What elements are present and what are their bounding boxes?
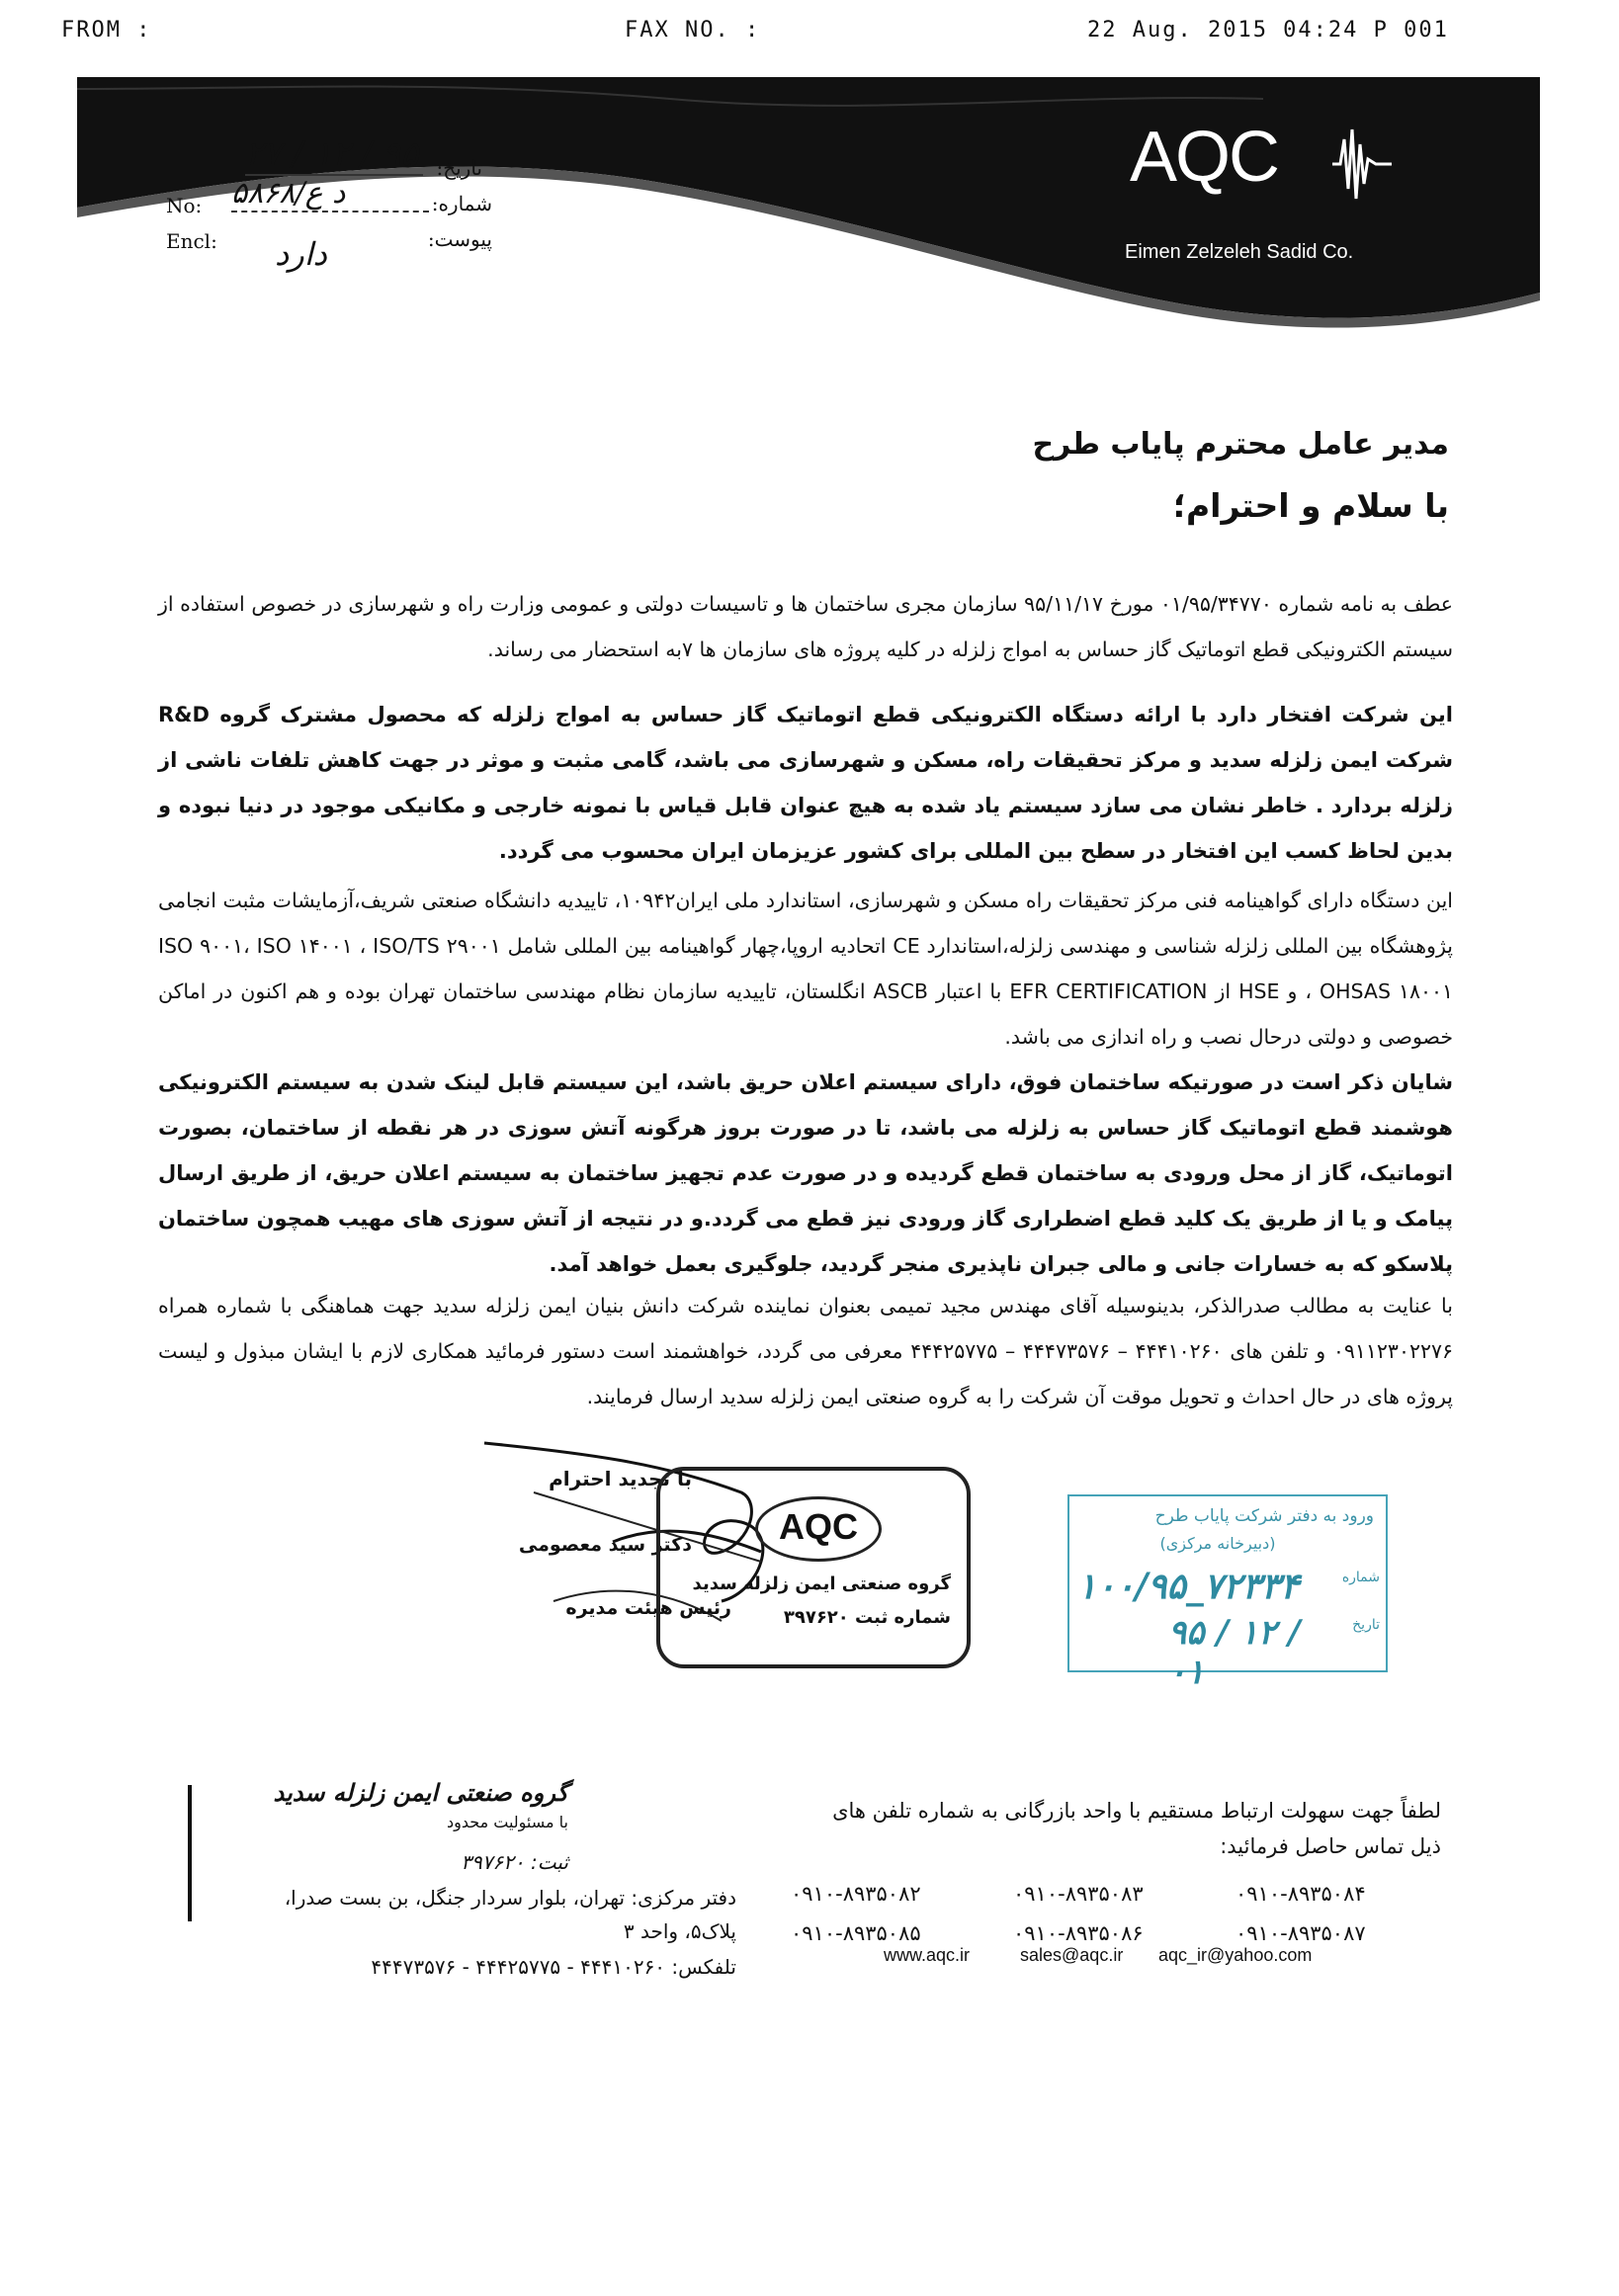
receipt-stamp-header: ورود به دفتر شرکت پایاب طرح (1154, 1506, 1374, 1526)
greeting: با سلام و احترام؛ (1172, 486, 1449, 525)
fax-date-page: 22 Aug. 2015 04:24 P 001 (1087, 18, 1449, 43)
fax-header (0, 18, 1619, 51)
receipt-number-value: ۱۰۰/۹۵_۷۲۳۳۴ (1077, 1566, 1300, 1607)
number-prefix: No: (166, 194, 203, 217)
enclosure-value: دارد (275, 235, 327, 273)
yahoo-email-link[interactable]: aqc_ir@yahoo.com (1158, 1945, 1313, 1965)
enclosure-prefix: Encl: (166, 229, 217, 253)
reference-block (166, 134, 492, 273)
footer-company-name: گروه صنعتی ایمن زلزله سدید (273, 1779, 568, 1807)
receipt-date-label: تاریخ (1352, 1617, 1380, 1633)
footer-contact-line-2: ذیل تماس حاصل فرمائید: (1220, 1834, 1441, 1858)
phone-number[interactable]: ۰۹۱۰-۸۹۳۵۰۸۵ (791, 1921, 921, 1945)
footer-divider (188, 1785, 192, 1921)
paragraph-reference: عطف به نامه شماره ۰۱/۹۵/۳۴۷۷۰ مورخ ۹۵/۱۱/۱۷ سازمان مجری ساختمان ها و تاسیسات دولتی و عمومی وزارت راه و شهرسازی در خصوص استفاده از سیستم الکترونیکی قطع اتوماتیک گاز حساس به امواج زلزله در کلیه پروژه های سازمان ها ۷به استحضار می رساند. (158, 592, 1454, 661)
enclosure-label: پیوست: (427, 227, 492, 251)
footer-registration: ثبت: ۳۹۷۶۲۰ (461, 1850, 568, 1874)
company-logo (1130, 117, 1367, 206)
number-label: شماره: (431, 192, 492, 215)
paragraph-certificates: این دستگاه دارای گواهینامه فنی مرکز تحقیقات راه مسکن و شهرسازی، استاندارد ملی ایران۱۰۹۴۲، تاییدیه دانشگاه صنعتی شریف،آزمایشات مثبت انجامی پژوهشگاه بین المللی زلزله شناسی و مهندسی زلزله،استاندارد CE اتحادیه اروپا،چهار گواهینامه بین المللی شامل ISO ۹۰۰۱، ISO ۱۴۰۰۱ ، ISO/TS ۲۹۰۰۱ ، OHSAS ۱۸۰۰۱ و HSE از EFR CERTIFICATION با اعتبار ASCB انگلستان، تاییدیه سازمان نظام مهندسی ساختمان تهران بوده و هم اکنون در اماکن خصوصی و دولتی درحال نصب و راه اندازی می باشد. (158, 889, 1454, 1049)
paragraph-introduction: با عنایت به مطالب صدرالذکر، بدینوسیله آقای مهندس مجید تمیمی بعنوان نماینده شرکت دانش بنیان ایمن زلزله سدید جهت هماهنگی با شماره همراه ۰۹۱۱۲۳۰۲۲۷۶ و تلفن های ۴۴۴۱۰۲۶۰ – ۴۴۴۷۳۵۷۶ – ۴۴۴۲۵۷۷۵ معرفی می گردد، خواهشمند است دستور فرمائید همکاری لازم با ایشان مبذول و لیست پروژه های در حال احداث و تحویل موقت آن شرکت را به گروه صنعتی ایمن زلزله سدید ارسال فرمایند. (158, 1294, 1453, 1408)
footer-address-1: دفتر مرکزی: تهران، بلوار سردار جنگل، بن بست صدرا، (284, 1886, 736, 1910)
phone-number[interactable]: ۰۹۱۰-۸۹۳۵۰۸۴ (1236, 1882, 1366, 1906)
date-label: تاریخ: (436, 156, 482, 180)
phone-number[interactable]: ۰۹۱۰-۸۹۳۵۰۸۳ (1013, 1882, 1144, 1906)
seal-company-name: گروه صنعتی ایمن زلزله سدید (692, 1573, 951, 1594)
receipt-date-value: ۹۵ / ۱۲ / ۰۱ (1168, 1613, 1301, 1692)
receipt-stamp-sub: (دبیرخانه مرکزی) (1159, 1534, 1276, 1553)
paragraph-product: این شرکت افتخار دارد با ارائه دستگاه الکترونیکی قطع اتوماتیک گاز حساس به امواج زلزله که محصول مشترک گروه R&D شرکت ایمن زلزله سدید و مرکز تحقیقات راه، مسکن و شهرسازی می باشد، گامی مثبت و موثر در جهت کاهش تلفات ناشی از زلزله بردارد . خاطر نشان می سازد سیستم یاد شده به هیچ عنوان قابل قیاس با نمونه خارجی و مکانیکی موجود در دنیا نبوده و بدین لحاظ کسب این افتخار در سطح بین المللی برای کشور عزیزمان ایران محسوب می گردد. (158, 703, 1453, 863)
footer-address-2: پلاک۵، واحد ۳ (623, 1919, 736, 1943)
paragraph-fire-system: شایان ذکر است در صورتیکه ساختمان فوق، دارای سیستم اعلان حریق باشد، این سیستم قابل لینک شدن به سیستم الکترونیکی هوشمند قطع اتوماتیک گاز حساس به زلزله می باشد، تا در صورت بروز هرگونه آتش سوزی در هر نقطه از ساختمان، بصورت اتوماتیک، گاز از محل ورودی به ساختمان قطع گردیده و در صورت عدم تجهیز ساختمان به سیستم اعلان حریق، از طریق ارسال پیامک و یا از طریق یک کلید قطع اضطراری گاز ورودی نیز قطع می گردد.و در نتیجه از آتش سوزی های مهیب همچون ساختمان پلاسکو که به خسارات جانی و مالی جبران ناپذیری منجر گردید، جلوگیری بعمل خواهد آمد. (158, 1070, 1453, 1276)
closing-text: با تجدید احترام (549, 1467, 692, 1490)
phone-number[interactable]: ۰۹۱۰-۸۹۳۵۰۸۶ (1013, 1921, 1144, 1945)
signer-name: دکتر سید معصومی (518, 1534, 692, 1556)
number-value: ۵۸۶۸/د ع (231, 176, 429, 213)
receipt-number-label: شماره (1341, 1570, 1380, 1585)
sales-email-link[interactable]: sales@aqc.ir (1020, 1945, 1124, 1965)
seal-registration: شماره ثبت ۳۹۷۶۲۰ (783, 1607, 951, 1628)
logo-text: AQC (1130, 118, 1279, 197)
recipient-title: مدیر عامل محترم پایاب طرح (1032, 427, 1449, 462)
footer-company-type: با مسئولیت محدود (447, 1813, 568, 1831)
fax-number: FAX NO. : (625, 18, 761, 43)
signer-title: رئیس هیئت مدیره (565, 1597, 731, 1619)
footer-telefax: تلفکس: ۴۴۴۱۰۲۶۰ - ۴۴۴۲۵۷۷۵ - ۴۴۴۷۳۵۷۶ (371, 1955, 736, 1979)
phone-number[interactable]: ۰۹۱۰-۸۹۳۵۰۸۲ (791, 1882, 921, 1906)
seismograph-icon (1332, 125, 1392, 204)
company-seal (656, 1467, 971, 1668)
seal-logo: AQC (755, 1496, 882, 1562)
footer-contact-line-1: لطفاً جهت سهولت ارتباط مستقیم با واحد بازرگانی به شماره تلفن های (832, 1799, 1441, 1823)
date-value: ۲۷ / ۱۲ / ۹۵ (245, 134, 423, 176)
fax-from: FROM : (61, 18, 152, 43)
receipt-stamp (1067, 1494, 1388, 1692)
phone-number[interactable]: ۰۹۱۰-۸۹۳۵۰۸۷ (1236, 1921, 1366, 1945)
company-name-en: Eimen Zelzeleh Sadid Co. (1125, 241, 1354, 263)
website-link[interactable]: www.aqc.ir (884, 1945, 971, 1965)
